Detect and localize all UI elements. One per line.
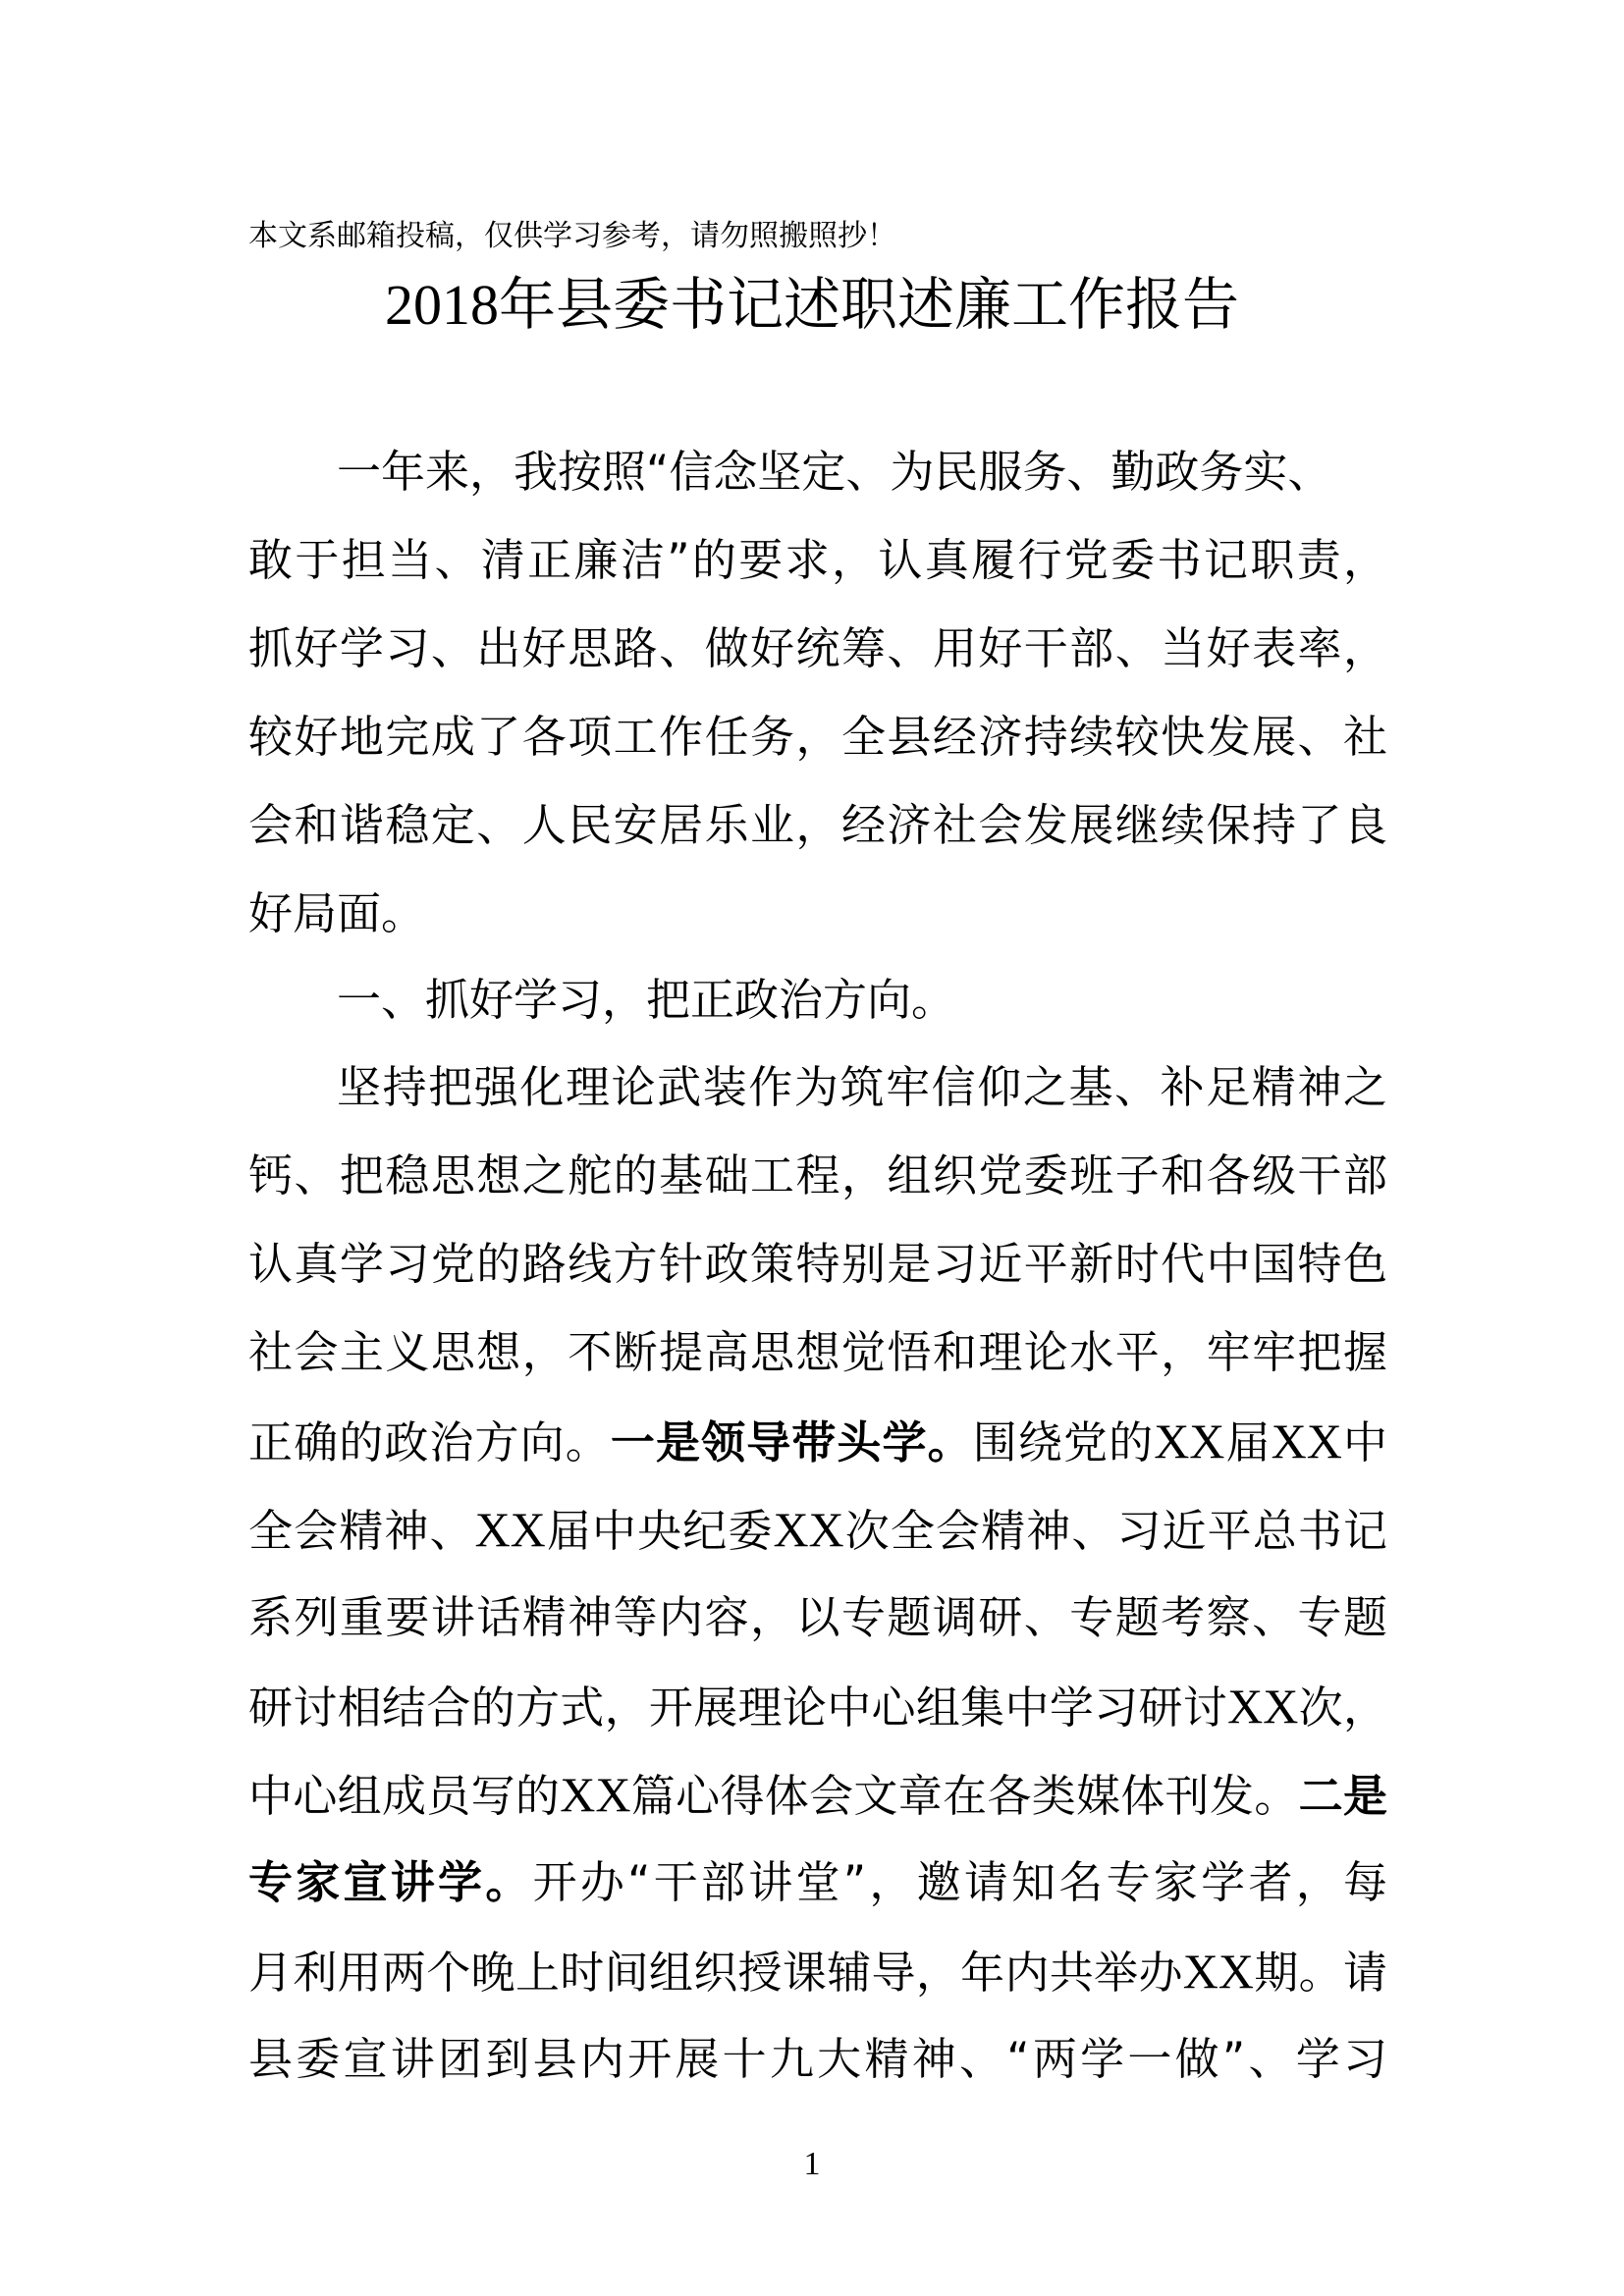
body-line: 坚持把强化理论武装作为筑牢信仰之基、补足精神之 bbox=[337, 1061, 1387, 1113]
body-line: 会和谐稳定、人民安居乐业，经济社会发展继续保持了良 bbox=[248, 799, 1387, 851]
body-line: 专家宣讲学。开办“干部讲堂”，邀请知名专家学者，每 bbox=[248, 1856, 1387, 1908]
page-title bbox=[0, 265, 1624, 345]
section-heading: 一、抓好学习，把正政治方向。 bbox=[337, 974, 956, 1026]
body-line: 系列重要讲话精神等内容，以专题调研、专题考察、专题 bbox=[248, 1591, 1387, 1643]
upload-notice: 本文系邮箱投稿，仅供学习参考，请勿照搬照抄！ bbox=[248, 219, 896, 253]
body-line: 社会主义思想，不断提高思想觉悟和理论水平，牢牢把握 bbox=[248, 1326, 1387, 1378]
body-line: 县委宣讲团到县内开展十九大精神、“两学一做”、学习 bbox=[248, 2033, 1387, 2085]
title-text: 年县委书记述职述廉工作报告 bbox=[498, 271, 1239, 338]
body-line: 中心组成员写的XX篇心得体会文章在各类媒体刊发。二是 bbox=[248, 1767, 1387, 1822]
body-line: 钙、把稳思想之舵的基础工程，组织党委班子和各级干部 bbox=[248, 1149, 1387, 1201]
bold-lead: 一是领导带头学。 bbox=[610, 1416, 973, 1468]
body-line: 一年来，我按照“信念坚定、为民服务、勤政务实、 bbox=[337, 446, 1332, 498]
body-line: 月利用两个晚上时间组织授课辅导，年内共举办XX期。请 bbox=[248, 1944, 1387, 1999]
title-year: 2018 bbox=[384, 273, 499, 337]
body-line: 好局面。 bbox=[248, 887, 426, 939]
body-line: 敢于担当、清正廉洁”的要求，认真履行党委书记职责， bbox=[248, 534, 1387, 586]
bold-lead: 专家宣讲学。 bbox=[248, 1856, 533, 1908]
bold-lead: 二是 bbox=[1298, 1770, 1387, 1822]
body-line: 正确的政治方向。一是领导带头学。围绕党的XX届XX中 bbox=[248, 1414, 1387, 1468]
body-line: 抓好学习、出好思路、做好统筹、用好干部、当好表率， bbox=[248, 622, 1387, 674]
body-line: 认真学习党的路线方针政策特别是习近平新时代中国特色 bbox=[248, 1238, 1387, 1290]
body-line: 研讨相结合的方式，开展理论中心组集中学习研讨XX次， bbox=[248, 1679, 1387, 1734]
page-number: 1 bbox=[803, 2146, 821, 2182]
body-line: 较好地完成了各项工作任务，全县经济持续较快发展、社 bbox=[248, 711, 1387, 763]
body-line: 全会精神、XX届中央纪委XX次全会精神、习近平总书记 bbox=[248, 1502, 1387, 1557]
